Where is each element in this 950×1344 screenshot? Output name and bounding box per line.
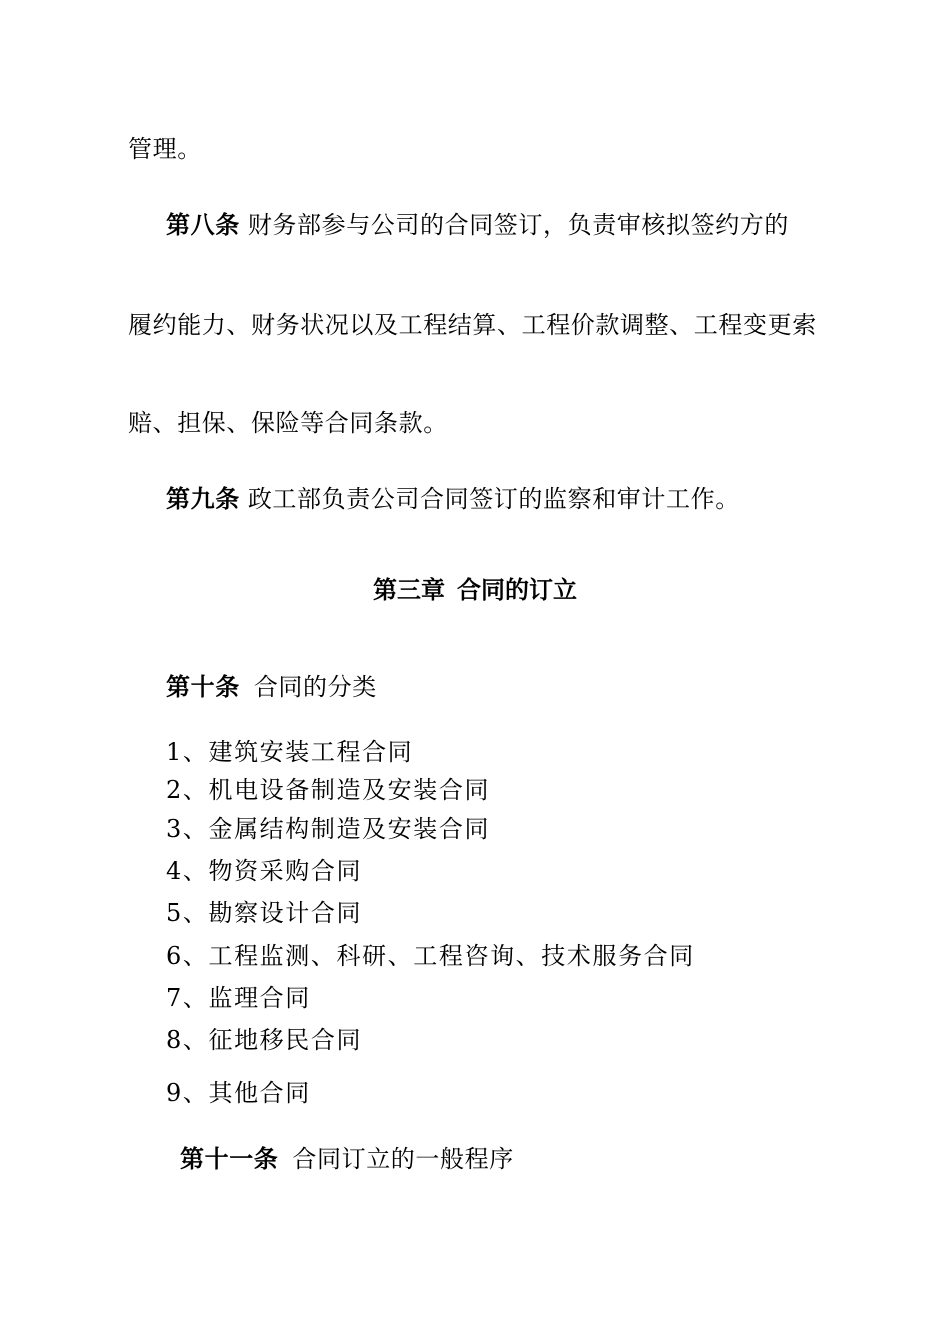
article-8-line-2 [128, 310, 817, 340]
list-item: 6、工程监测、科研、工程咨询、技术服务合同 [166, 942, 695, 970]
article-8-text: 履约能力、财务状况以及工程结算、工程价款调整、工程变更索 [128, 311, 817, 339]
list-item: 5、勘察设计合同 [166, 899, 363, 927]
list-item: 2、机电设备制造及安装合同 [166, 776, 491, 804]
list-item: 3、金属结构制造及安装合同 [166, 815, 491, 843]
article-8-label: 第八条 [166, 210, 240, 239]
article-9 [166, 484, 740, 514]
paragraph-tail [128, 134, 202, 164]
list-item: 7、监理合同 [166, 984, 311, 1012]
article-10-label: 第十条 [166, 672, 240, 701]
article-9-label: 第九条 [166, 484, 240, 513]
article-11 [180, 1144, 514, 1174]
article-8-line-3 [128, 408, 448, 438]
article-11-label: 第十一条 [180, 1144, 279, 1173]
article-10-text: 合同的分类 [253, 673, 377, 701]
list-item: 1、建筑安装工程合同 [166, 738, 414, 766]
article-9-text: 政工部负责公司合同签订的监察和审计工作。 [247, 485, 740, 513]
chapter-title: 合同的订立 [457, 576, 577, 604]
chapter-number: 第三章 [373, 576, 445, 604]
list-item: 8、征地移民合同 [166, 1026, 363, 1054]
article-8-line-1 [166, 210, 789, 240]
article-8-text: 赔、担保、保险等合同条款。 [128, 409, 448, 437]
paragraph-text: 管理。 [128, 135, 202, 163]
list-item: 4、物资采购合同 [166, 857, 363, 885]
article-8-text: 财务部参与公司的合同签订，负责审核拟签约方的 [247, 211, 790, 239]
chapter-heading [0, 575, 950, 605]
article-10 [166, 672, 377, 702]
list-item: 9、其他合同 [166, 1079, 311, 1107]
article-11-text: 合同订立的一般程序 [292, 1145, 514, 1173]
